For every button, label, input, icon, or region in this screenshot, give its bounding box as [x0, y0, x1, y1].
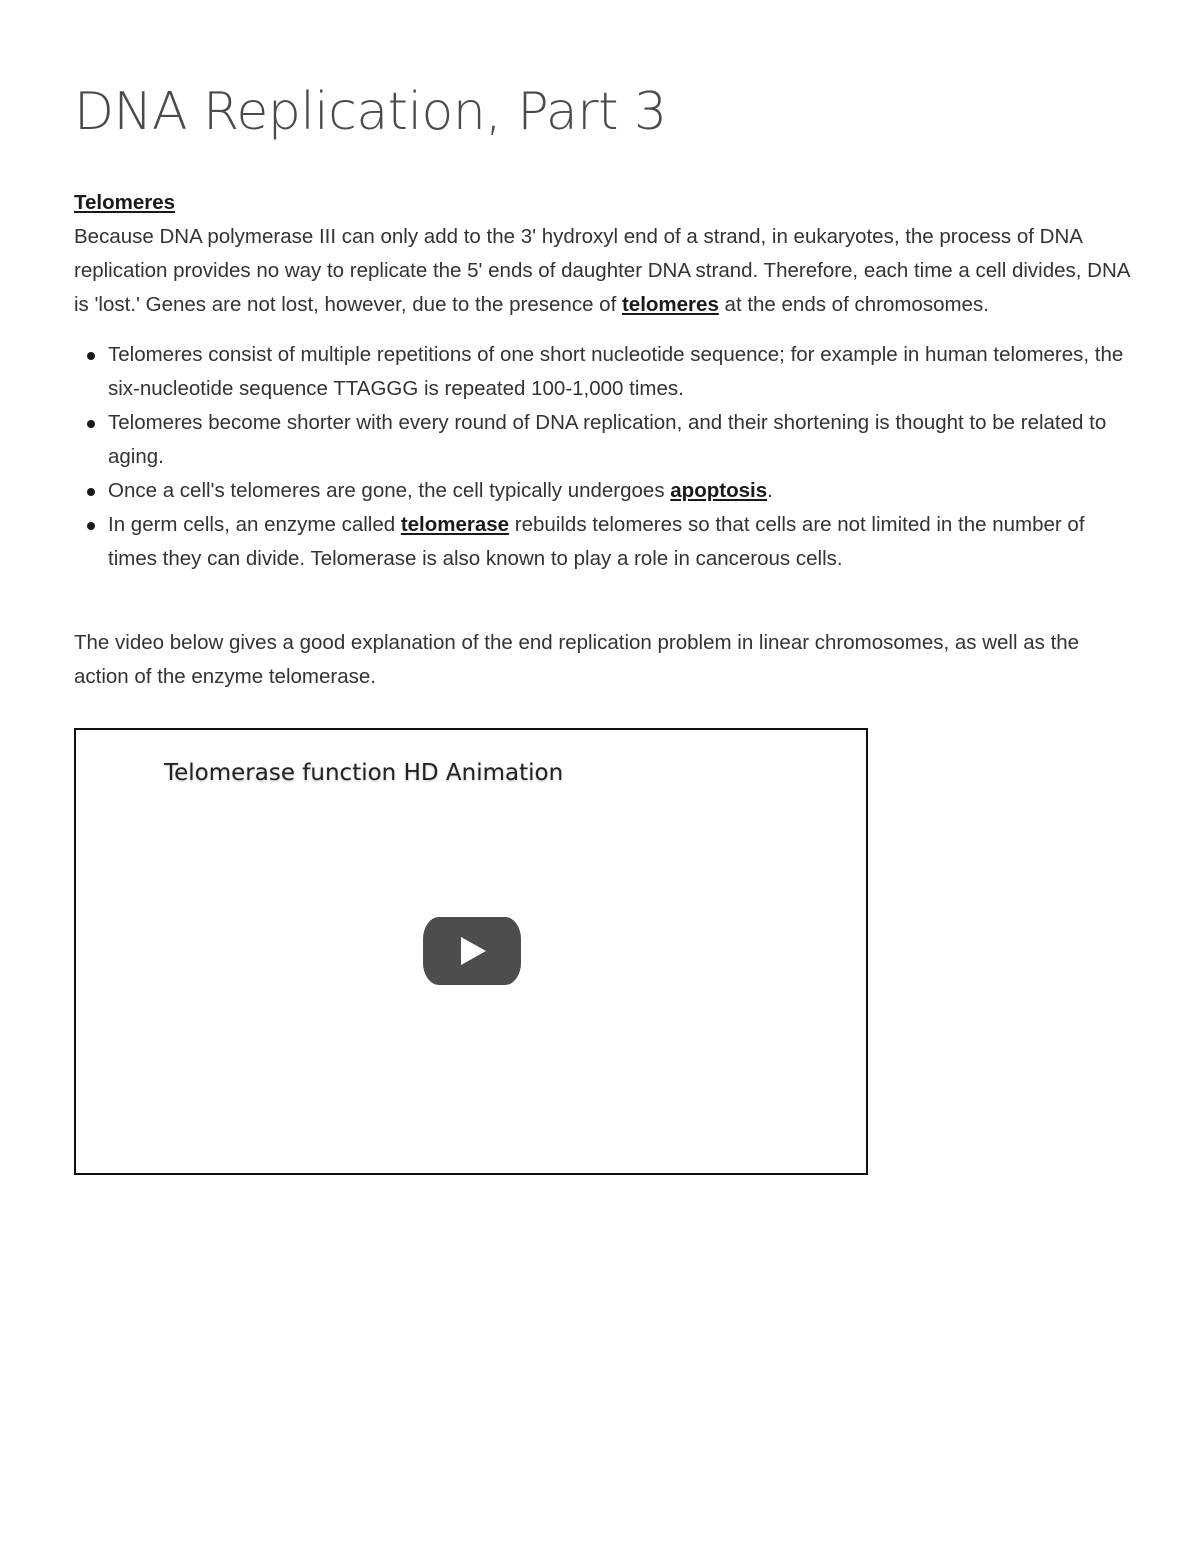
- list-item-text: Telomeres become shorter with every round of DNA replication, and their shortening is thought to be related to aging.: [108, 411, 1107, 468]
- list-item-text: rebuilds telomeres so that cells are not limited in the number of times they can divide. Telomerase is also known to play a role in cancerous cells.: [108, 513, 1085, 570]
- play-icon: [423, 917, 521, 985]
- video-intro-paragraph: The video below gives a good explanation of the end replication problem in linear chromosomes, as well as the action of the enzyme telomerase.: [74, 631, 1080, 688]
- list-item-text: Once a cell's telomeres are gone, the cell typically undergoes: [108, 479, 671, 502]
- play-button[interactable]: [423, 917, 521, 985]
- intro-text-part2: at the ends of chromosomes.: [718, 293, 989, 316]
- glossary-link-apoptosis[interactable]: apoptosis: [670, 479, 768, 502]
- list-item: [108, 338, 1134, 406]
- list-item: [108, 406, 1134, 474]
- intro-text-part1: Because DNA polymerase III can only add to the 3' hydroxyl end of a strand, in eukaryotes, the process of DNA replication provides no way to replicate the 5' ends of daughter DNA strand. Therefore, each time a cell divides, DNA is 'lost.' Genes are not lost, however, due to the presence of: [74, 225, 1130, 316]
- glossary-link-telomeres[interactable]: telomeres: [621, 293, 719, 316]
- video-embed[interactable]: [74, 728, 868, 1175]
- list-item-text: Telomeres consist of multiple repetitions of one short nucleotide sequence; for example in human telomeres, the six-nucleotide sequence TTAGGG is repeated 100-1,000 times.: [108, 343, 1124, 400]
- page-title: DNA Replication, Part 3: [74, 82, 667, 142]
- intro-paragraph: [74, 220, 1134, 322]
- glossary-link-telomerase[interactable]: telomerase: [400, 513, 510, 536]
- list-item: [108, 474, 1134, 508]
- video-title[interactable]: Telomerase function HD Animation: [164, 760, 564, 786]
- list-item-text: .: [767, 479, 773, 502]
- section-heading: Telomeres: [74, 191, 176, 214]
- main-content: [74, 186, 1134, 694]
- list-item-text: In germ cells, an enzyme called: [108, 513, 401, 536]
- list-item: [108, 508, 1134, 576]
- bullet-list: [74, 338, 1134, 576]
